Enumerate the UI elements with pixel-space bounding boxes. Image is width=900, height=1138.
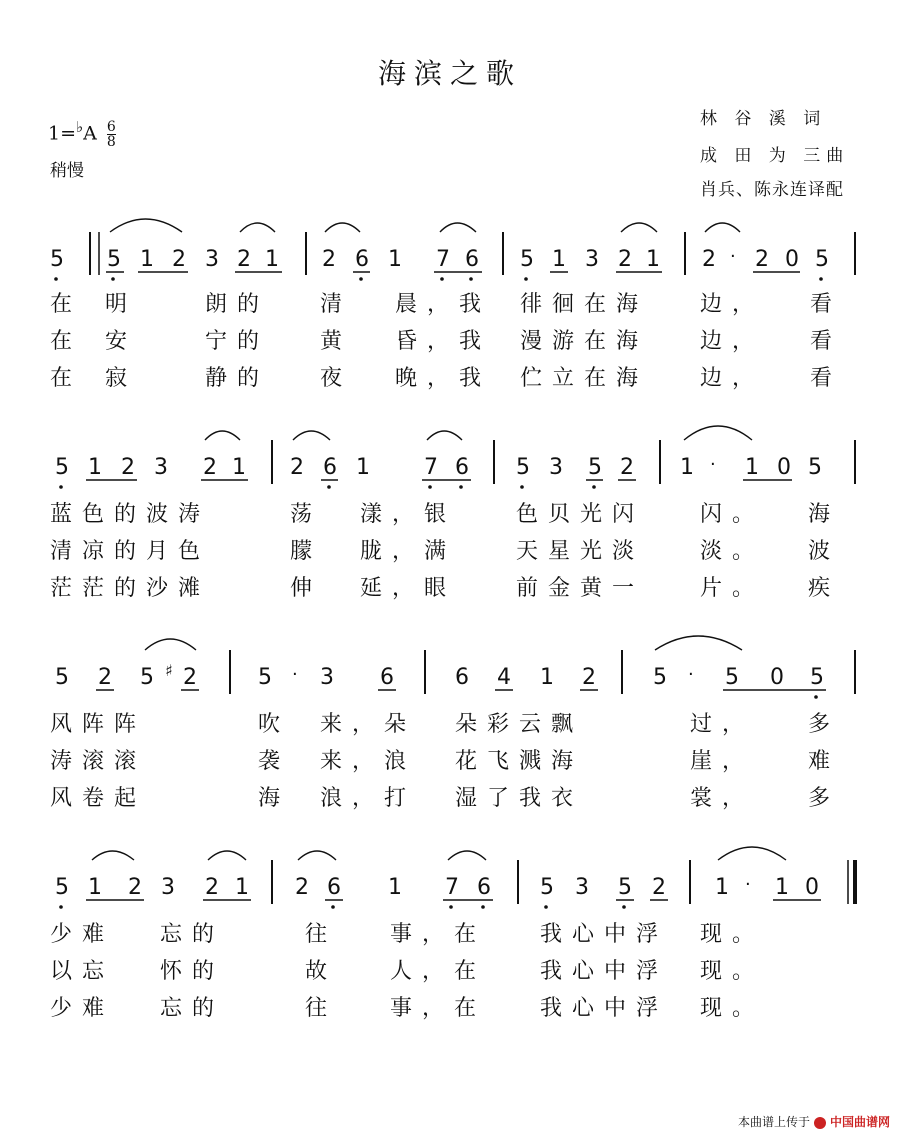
note: 5: [55, 455, 69, 480]
lyric-syllable: 花飞溅海: [455, 749, 584, 774]
note: 3: [154, 455, 168, 480]
note: 1: [388, 875, 402, 900]
note: 2: [755, 247, 769, 272]
note: 5: [516, 455, 530, 480]
lyric-syllable: 湿了我衣: [455, 786, 584, 811]
note: 2: [203, 455, 217, 480]
lyric-syllable: 事，在: [390, 996, 487, 1021]
sharp: ♯: [165, 661, 173, 680]
note: 2: [183, 665, 197, 690]
lyric-syllable: 寂: [105, 366, 138, 391]
lyric-syllable: 海: [258, 786, 291, 811]
lyric-syllable: 在: [50, 329, 83, 354]
system-2-notes: [55, 426, 855, 489]
lyric-syllable: 我心中浮: [540, 922, 669, 947]
lyric-syllable: 波: [808, 539, 841, 564]
lyric-syllable: 安: [105, 329, 138, 354]
note: 3: [161, 875, 175, 900]
lyric-syllable: 现。: [700, 959, 765, 984]
lyric-syllable: 来，朵: [320, 712, 417, 737]
note: 6: [323, 455, 337, 480]
note: 5: [540, 875, 554, 900]
note: 3: [549, 455, 563, 480]
lyric-syllable: 崖，: [690, 749, 755, 774]
note: 0: [805, 875, 819, 900]
note: 2: [702, 247, 716, 272]
lyric-syllable: 漾，银: [360, 502, 457, 527]
note: 7: [424, 455, 438, 480]
note: 5: [50, 247, 64, 272]
note: 1: [715, 875, 729, 900]
note: 6: [465, 247, 479, 272]
lyric-syllable: 淡。: [700, 539, 765, 564]
note: 2: [322, 247, 336, 272]
lyric-syllable: 边，: [700, 329, 765, 354]
lyric-syllable: 夜: [320, 366, 353, 391]
note: 2: [582, 665, 596, 690]
lyric-syllable: 以忘: [50, 959, 115, 984]
lyric-syllable: 看: [810, 329, 843, 354]
note: 3: [585, 247, 599, 272]
note: 6: [455, 455, 469, 480]
lyric-syllable: 明: [105, 292, 138, 317]
note: 5: [808, 455, 822, 480]
lyric-syllable: 前金黄一: [516, 576, 645, 601]
note: 1: [88, 455, 102, 480]
lyric-syllable: 多: [808, 712, 841, 737]
lyric-syllable: 边，: [700, 292, 765, 317]
tempo-marking: 稍慢: [50, 161, 84, 181]
note: 2: [172, 247, 186, 272]
note: 0: [785, 247, 799, 272]
lyric-syllable: 疾: [808, 576, 841, 601]
note: 1: [140, 247, 154, 272]
lyric-syllable: 过，: [690, 712, 755, 737]
lyric-syllable: 晚，我: [395, 366, 492, 391]
lyric-syllable: 胧，满: [360, 539, 457, 564]
dot: ·: [745, 874, 751, 895]
dot: ·: [730, 246, 736, 267]
note: 6: [380, 665, 394, 690]
note: 2: [98, 665, 112, 690]
note: 2: [128, 875, 142, 900]
lyric-syllable: 昏，我: [395, 329, 492, 354]
note: 1: [680, 455, 694, 480]
credit-arranger: 肖兵、陈永连译配: [700, 180, 844, 200]
lyric-syllable: 往: [305, 996, 338, 1021]
lyric-syllable: 宁的: [205, 329, 270, 354]
lyric-syllable: 朦: [290, 539, 323, 564]
lyric-syllable: 清凉的月色: [50, 539, 211, 564]
lyric-syllable: 裳，: [690, 786, 755, 811]
system-1-notes: [50, 219, 855, 281]
lyric-syllable: 少难: [50, 922, 115, 947]
note: 2: [618, 247, 632, 272]
lyric-syllable: 少难: [50, 996, 115, 1021]
note: 6: [455, 665, 469, 690]
lyric-syllable: 清: [320, 292, 353, 317]
note: 6: [355, 247, 369, 272]
note: 5: [815, 247, 829, 272]
lyric-syllable: 人，在: [390, 959, 487, 984]
lyric-syllable: 漫游在海: [520, 329, 649, 354]
lyric-syllable: 我心中浮: [540, 996, 669, 1021]
lyric-syllable: 荡: [290, 502, 323, 527]
lyric-syllable: 往: [305, 922, 338, 947]
note: 5: [140, 665, 154, 690]
lyric-syllable: 吹: [258, 712, 291, 737]
note: 1: [88, 875, 102, 900]
lyric-syllable: 边，: [700, 366, 765, 391]
note: 7: [436, 247, 450, 272]
lyric-syllable: 在: [50, 292, 83, 317]
note: 5: [588, 455, 602, 480]
time-numerator: 6: [106, 118, 116, 135]
note: 3: [575, 875, 589, 900]
note: 2: [121, 455, 135, 480]
note: 1: [540, 665, 554, 690]
lyric-syllable: 伸: [290, 576, 323, 601]
lyric-syllable: 看: [810, 366, 843, 391]
note: 5: [725, 665, 739, 690]
lyric-syllable: 浪，打: [320, 786, 417, 811]
lyric-syllable: 静的: [205, 366, 270, 391]
note: 1: [775, 875, 789, 900]
footer-brand: 中国曲谱网: [829, 1115, 890, 1129]
lyric-syllable: 晨，我: [395, 292, 492, 317]
flat-sign: ♭: [76, 118, 84, 136]
lyric-syllable: 伫立在海: [520, 366, 649, 391]
lyric-syllable: 海: [808, 502, 841, 527]
lyric-syllable: 难: [808, 749, 841, 774]
lyric-syllable: 忘的: [160, 922, 225, 947]
note: 2: [295, 875, 309, 900]
key-tonic: A: [83, 122, 97, 145]
note: 5: [653, 665, 667, 690]
note: 6: [477, 875, 491, 900]
lyric-syllable: 茫茫的沙滩: [50, 576, 211, 601]
note: 0: [777, 455, 791, 480]
lyric-syllable: 天星光淡: [516, 539, 645, 564]
lyric-syllable: 故: [305, 959, 338, 984]
lyric-syllable: 朵彩云飘: [455, 712, 584, 737]
lyric-syllable: 黄: [320, 329, 353, 354]
note: 5: [107, 247, 121, 272]
note: 5: [55, 665, 69, 690]
footer: [738, 1113, 890, 1130]
credit-composer: 成 田 为 三曲: [700, 146, 850, 166]
note: 1: [388, 247, 402, 272]
lyric-syllable: 事，在: [390, 922, 487, 947]
dot: ·: [710, 454, 716, 475]
note: 2: [620, 455, 634, 480]
lyric-syllable: 来，浪: [320, 749, 417, 774]
key-prefix: 1=: [48, 122, 77, 145]
lyric-syllable: 我心中浮: [540, 959, 669, 984]
note: 1: [646, 247, 660, 272]
lyric-syllable: 色贝光闪: [516, 502, 645, 527]
lyric-syllable: 现。: [700, 922, 765, 947]
dot: ·: [688, 664, 694, 685]
dot: ·: [292, 664, 298, 685]
lyric-syllable: 忘的: [160, 996, 225, 1021]
note: 3: [320, 665, 334, 690]
system-3-notes: [55, 636, 855, 699]
footer-text: 本曲谱上传于: [737, 1115, 810, 1129]
lyric-syllable: 风卷起: [50, 786, 147, 811]
note: 5: [258, 665, 272, 690]
note: 5: [618, 875, 632, 900]
note: 6: [327, 875, 341, 900]
system-4-notes: [55, 847, 855, 909]
lyric-syllable: 现。: [700, 996, 765, 1021]
lyric-syllable: 多: [808, 786, 841, 811]
note: 1: [356, 455, 370, 480]
lyric-syllable: 风阵阵: [50, 712, 147, 737]
lyric-syllable: 蓝色的波涛: [50, 502, 211, 527]
lyric-syllable: 朗的: [205, 292, 270, 317]
lyric-syllable: 袭: [258, 749, 291, 774]
lyric-syllable: 徘徊在海: [520, 292, 649, 317]
note: 3: [205, 247, 219, 272]
note: 2: [205, 875, 219, 900]
credit-lyricist: 林 谷 溪 词: [700, 109, 827, 129]
note: 1: [265, 247, 279, 272]
note: 1: [745, 455, 759, 480]
note: 5: [55, 875, 69, 900]
lyric-syllable: 在: [50, 366, 83, 391]
lyric-syllable: 闪。: [700, 502, 765, 527]
note: 2: [290, 455, 304, 480]
note: 0: [770, 665, 784, 690]
site-logo-icon: [814, 1117, 826, 1129]
lyric-syllable: 涛滚滚: [50, 749, 147, 774]
song-title: 海滨之歌: [377, 57, 522, 90]
lyric-syllable: 怀的: [160, 959, 225, 984]
time-denominator: 8: [106, 133, 116, 150]
note: 1: [552, 247, 566, 272]
note: 7: [445, 875, 459, 900]
note: 5: [520, 247, 534, 272]
note: 2: [237, 247, 251, 272]
note: 5: [810, 665, 824, 690]
lyric-syllable: 片。: [700, 576, 765, 601]
lyric-syllable: 延，眼: [360, 576, 457, 601]
note: 1: [232, 455, 246, 480]
note: 2: [652, 875, 666, 900]
note: 4: [497, 665, 511, 690]
lyric-syllable: 看: [810, 292, 843, 317]
note: 1: [235, 875, 249, 900]
